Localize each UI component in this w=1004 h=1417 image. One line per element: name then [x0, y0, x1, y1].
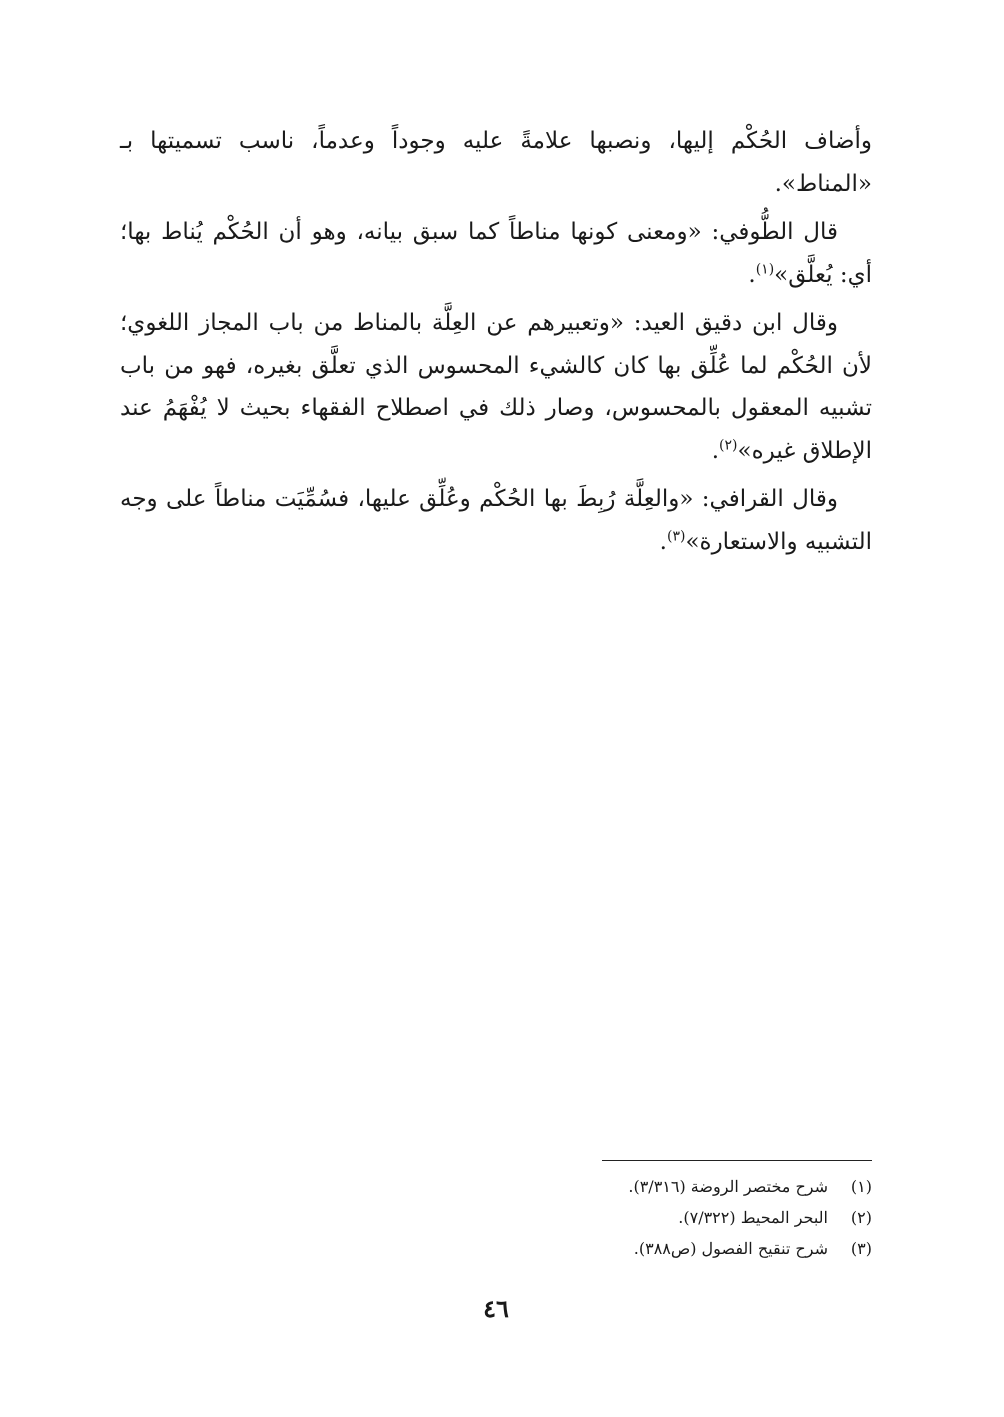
footnote-number: (١) — [850, 1177, 872, 1196]
footnote-reference[interactable]: (١) — [755, 260, 775, 277]
paragraph-text: وأضاف الحُكْم إليها، ونصبها علامةً عليه وجوداً وعدماً، ناسب تسميتها بـ «المناط». — [120, 128, 872, 197]
paragraph — [120, 211, 872, 296]
footnote-item — [602, 1202, 872, 1233]
paragraph-text: وقال القرافي: «والعِلَّة رُبِطَ بها الحُكْم وعُلِّق عليها، فسُمِّيَت مناطاً على وجه التشبيه والاستعارة» — [120, 486, 872, 555]
footnote-number: (٣) — [850, 1239, 872, 1258]
footnote-divider — [602, 1160, 872, 1161]
paragraph — [120, 302, 872, 472]
paragraph-text: قال الطُّوفي: «ومعنى كونها مناطاً كما سبق بيانه، وهو أن الحُكْم يُناط بها؛ أي: يُعلَّق» — [120, 219, 872, 288]
footnote-number: (٢) — [850, 1208, 872, 1227]
paragraph — [120, 478, 872, 563]
footnotes-section — [602, 1160, 872, 1264]
footnote-text: شرح مختصر الروضة (٣/٣١٦). — [628, 1177, 828, 1196]
footnote-text: البحر المحيط (٧/٣٢٢). — [678, 1208, 828, 1227]
end-mark: . — [711, 437, 720, 464]
footnote-item — [602, 1171, 872, 1202]
paragraph — [120, 120, 872, 205]
paragraph-text: وقال ابن دقيق العيد: «وتعبيرهم عن العِلَّة بالمناط من باب المجاز اللغوي؛ لأن الحُكْم لما عُلِّق بها كان كالشيء المحسوس الذي تعلَّق بغيره، فهو من باب تشبيه المعقول بالمحسوس، وصار ذلك في اصطلاح الفقهاء بحيث لا يُفْهَمُ عند الإطلاق غيره» — [120, 310, 872, 464]
footnote-reference[interactable]: (٣) — [666, 527, 686, 544]
footnote-item — [602, 1233, 872, 1264]
document-page — [120, 110, 872, 1340]
footnote-text: شرح تنقيح الفصول (ص٣٨٨). — [633, 1239, 828, 1258]
end-mark: . — [659, 528, 667, 555]
body-text — [120, 120, 872, 569]
end-mark: . — [748, 261, 756, 288]
page-number: ٤٦ — [483, 1294, 509, 1323]
footnote-reference[interactable]: (٢) — [719, 436, 738, 453]
